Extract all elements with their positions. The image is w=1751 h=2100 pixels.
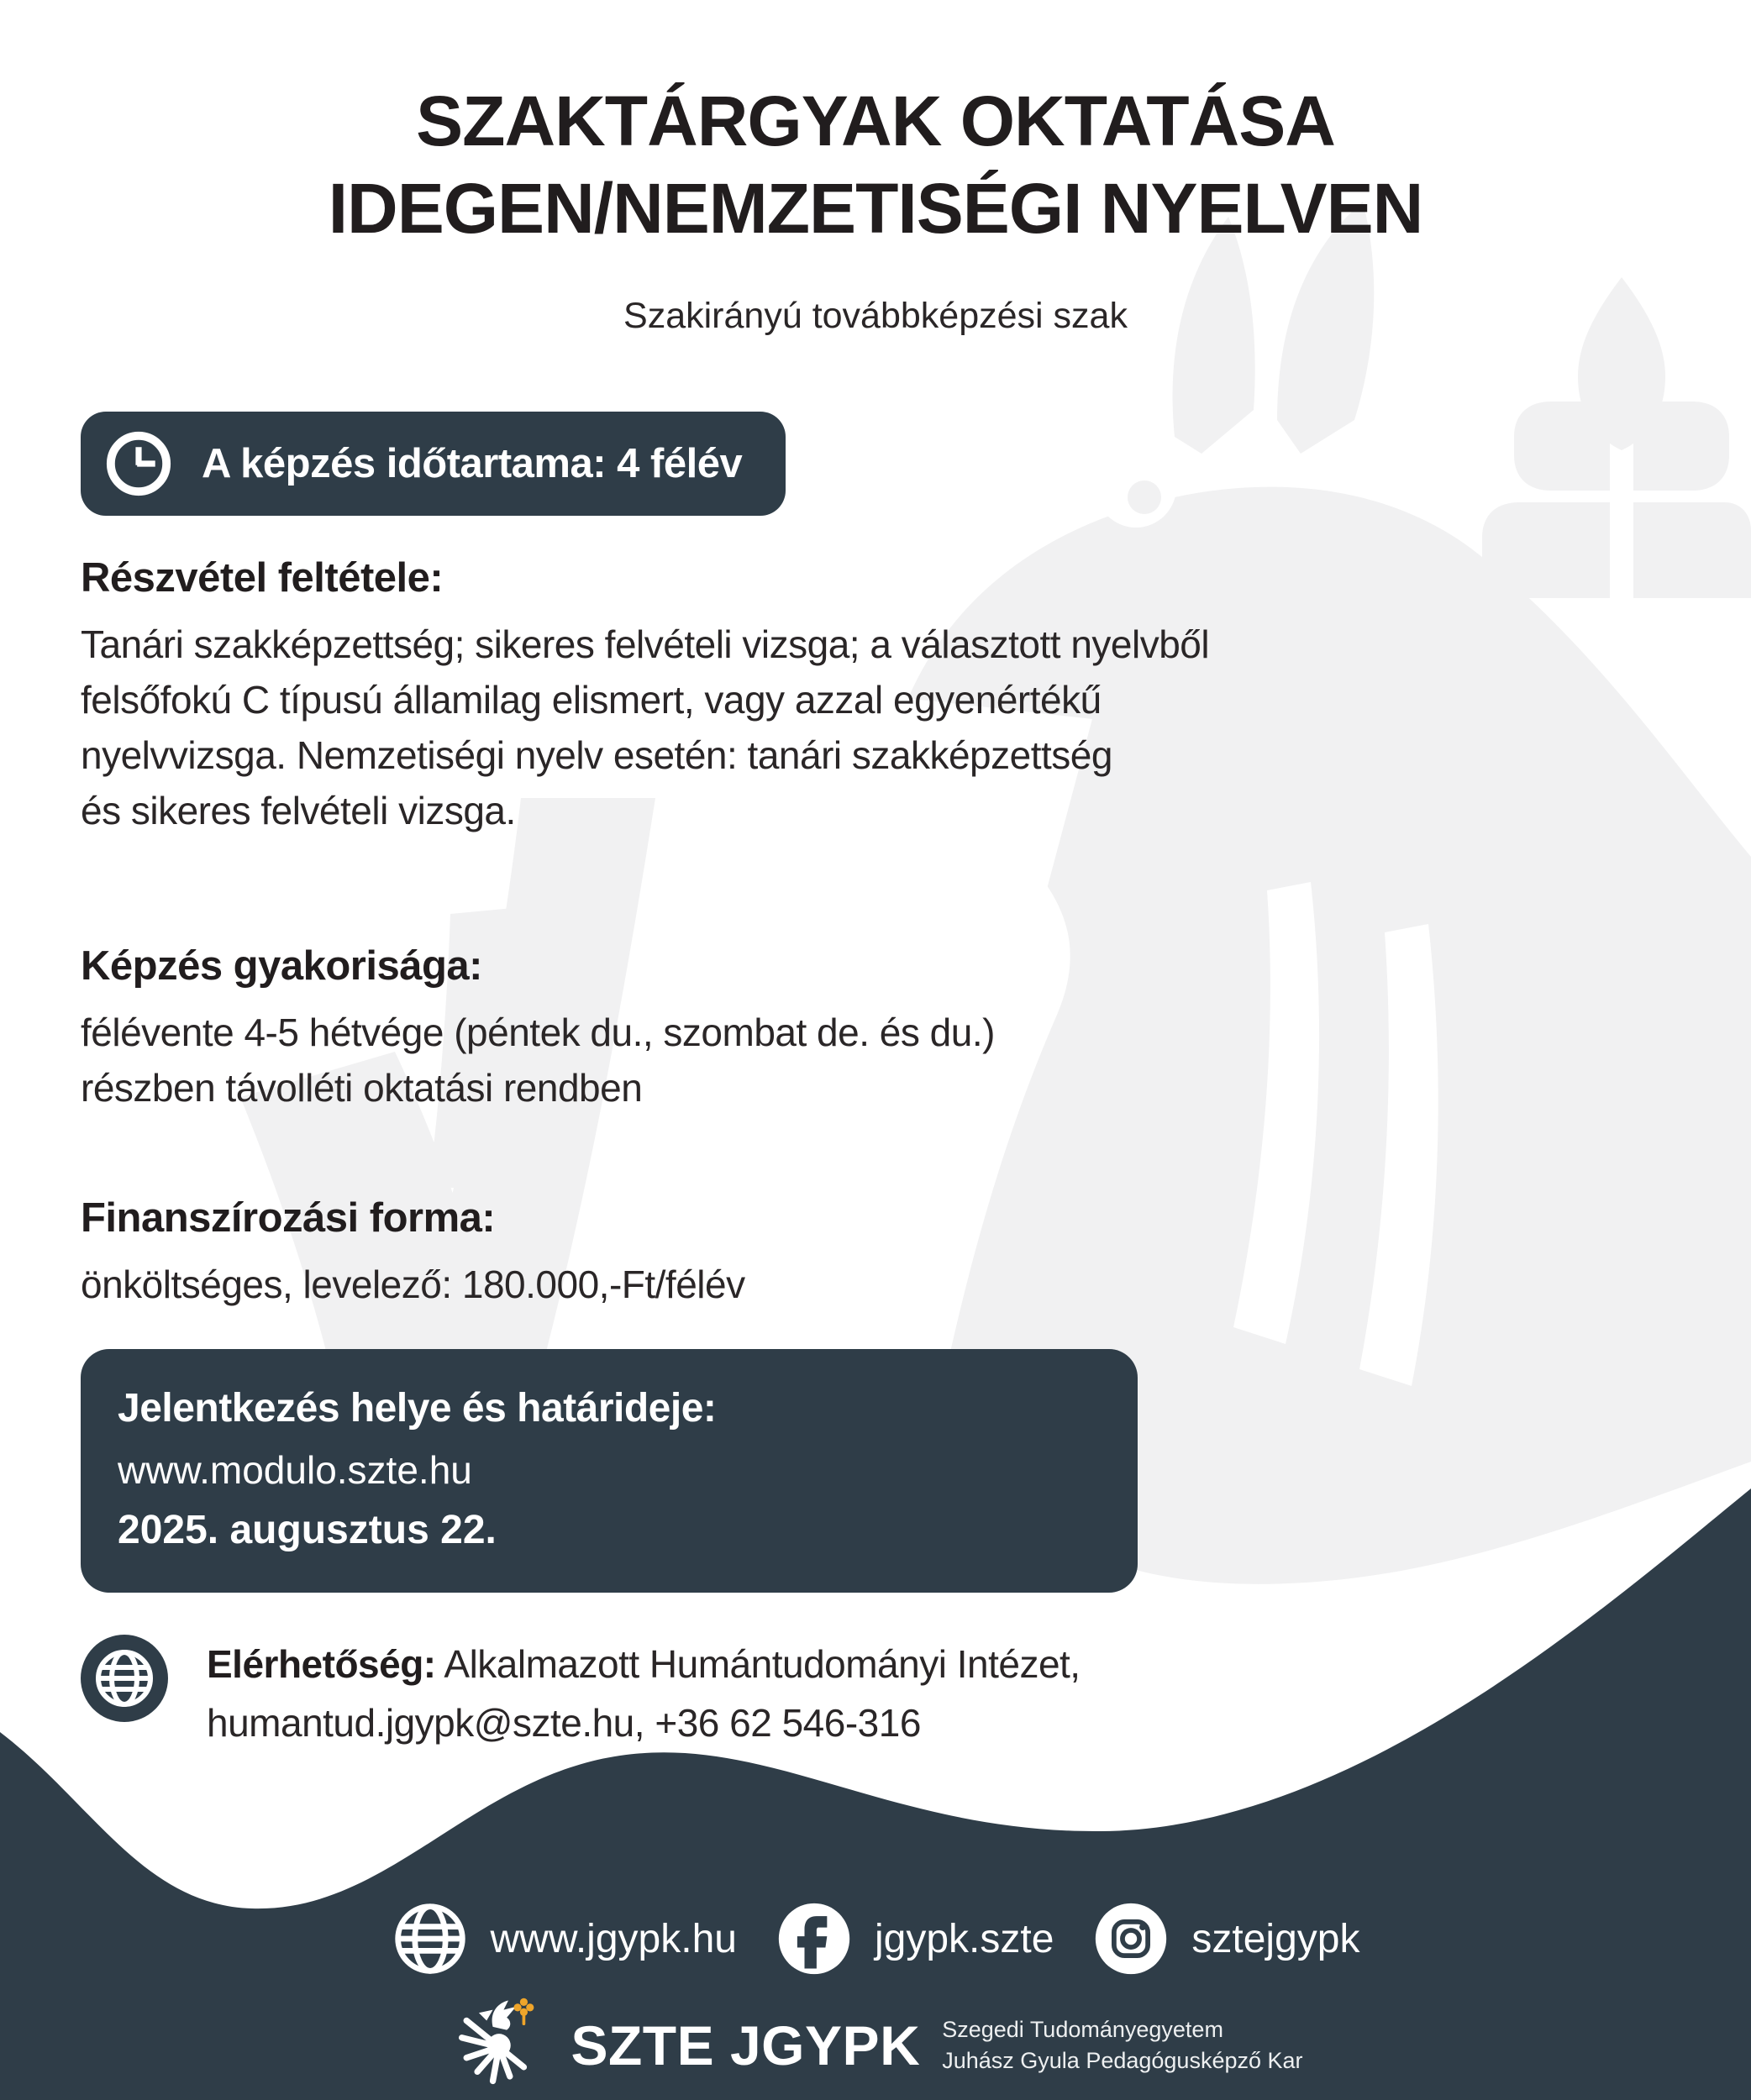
application-deadline: 2025. augusztus 22.	[118, 1508, 497, 1552]
page-subtitle: Szakirányú továbbképzési szak	[623, 296, 1128, 336]
globe-icon	[392, 1900, 469, 1977]
footer-logo-row	[0, 1996, 1751, 2095]
page-title-line1: SZAKTÁRGYAK OKTATÁSA	[416, 81, 1335, 160]
footer-link-website[interactable]	[392, 1900, 737, 1977]
body-line: Tanári szakképzettség; sikeres felvételi vizsga; a választott nyelvből	[81, 622, 1210, 666]
contact-line2[interactable]: humantud.jgypk@szte.hu, +36 62 546-316	[207, 1701, 921, 1745]
footer-link-instagram[interactable]	[1092, 1900, 1359, 1977]
body-line: félévente 4-5 hétvége (péntek du., szombat de. és du.)	[81, 1011, 995, 1054]
page-title-line2: IDEGEN/NEMZETISÉGI NYELVEN	[328, 169, 1423, 248]
body-line: nyelvvizsga. Nemzetiségi nyelv esetén: tanári szakképzettség	[81, 733, 1112, 777]
body-line: és sikeres felvételi vizsga.	[81, 789, 516, 832]
application-box-heading: Jelentkezés helye és határideje:	[118, 1386, 717, 1431]
footer-website-label: www.jgypk.hu	[490, 1916, 737, 1961]
section-heading-participation: Részvétel feltétele:	[81, 555, 444, 601]
footer-link-facebook[interactable]	[776, 1900, 1054, 1977]
section-body-financing	[81, 1257, 745, 1312]
logo-name: SZTE JGYPK	[571, 2014, 921, 2076]
duration-badge	[81, 412, 786, 516]
section-heading-financing: Finanszírozási forma:	[81, 1195, 496, 1241]
page-title	[0, 77, 1751, 252]
footer-instagram-label: sztejgypk	[1191, 1916, 1360, 1961]
body-line: felsőfokú C típusú államilag elismert, vagy azzal egyenértékű	[81, 678, 1102, 722]
footer-facebook-label: jgypk.szte	[874, 1916, 1054, 1961]
contact-label: Elérhetőség:	[207, 1642, 436, 1686]
logo-org-line1: Szegedi Tudományegyetem	[942, 2017, 1223, 2042]
duration-badge-label: A képzés időtartama: 4 félév	[202, 441, 743, 486]
footer-social-row	[0, 1900, 1751, 1977]
facebook-icon	[776, 1900, 853, 1977]
contact-institute: Alkalmazott Humántudományi Intézet,	[435, 1642, 1081, 1686]
application-url-link[interactable]: www.modulo.szte.hu	[118, 1448, 472, 1492]
section-body-participation	[81, 617, 1209, 838]
section-heading-frequency: Képzés gyakorisága:	[81, 943, 482, 989]
logo-org-text	[942, 2014, 1302, 2076]
clock-icon	[103, 428, 175, 500]
instagram-icon	[1092, 1900, 1170, 1977]
szte-eagle-logo-icon	[448, 1996, 549, 2095]
body-line: részben távolléti oktatási rendben	[81, 1066, 643, 1110]
logo-org-line2: Juhász Gyula Pedagógusképző Kar	[942, 2048, 1303, 2073]
section-body-frequency	[81, 1005, 995, 1116]
body-line: önköltséges, levelező: 180.000,-Ft/félév	[81, 1263, 745, 1306]
wheat-accent	[514, 1998, 534, 2025]
